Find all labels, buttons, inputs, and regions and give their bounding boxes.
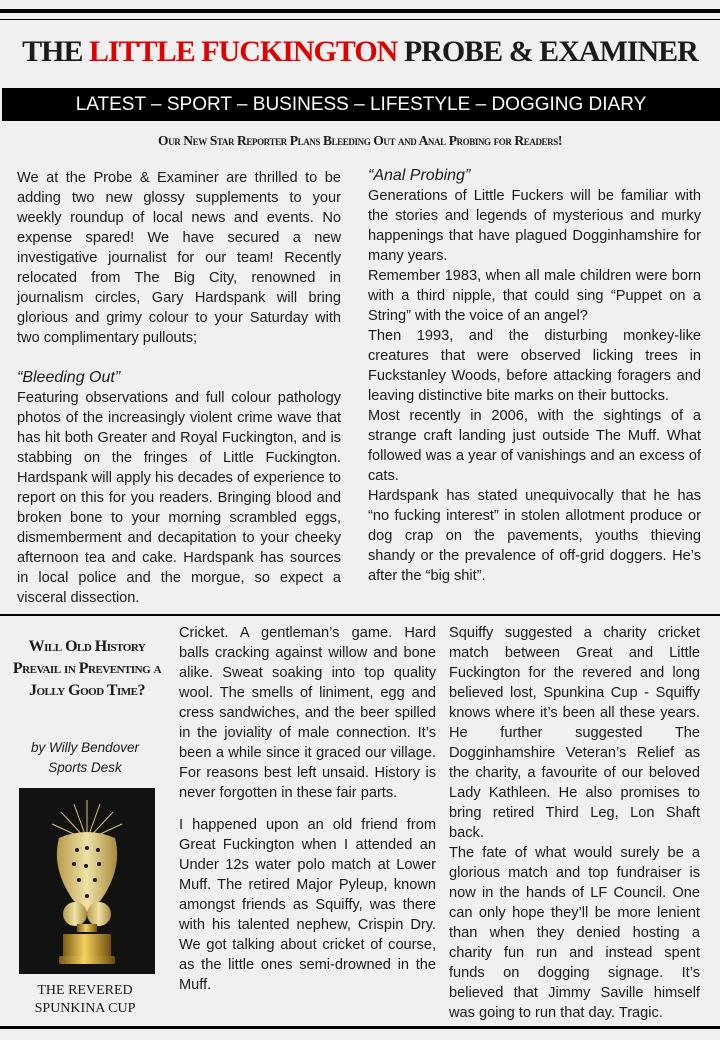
nav-dogging-diary[interactable]: DOGGING DIARY bbox=[491, 94, 647, 115]
bottom-rule bbox=[0, 1026, 720, 1029]
image-caption bbox=[0, 982, 170, 1018]
nav-latest[interactable]: LATEST bbox=[75, 94, 146, 115]
paragraph: Hardspank has stated unequivocally that he has “no fucking interest” in stolen allotment produce or dog crap on the pavements, youths thieving shandy or the prevalence of off-grid doggers. He’s after the “big shit”. bbox=[368, 488, 701, 584]
top-rule-thick bbox=[0, 9, 720, 13]
nav-sep: – bbox=[470, 94, 492, 115]
subheading-anal-probing: “Anal Probing” bbox=[368, 167, 471, 184]
nav-sport[interactable]: SPORT bbox=[166, 94, 232, 115]
lead-headline: Our New Star Reporter Plans Bleeding Out and Anal Probing for Readers! bbox=[158, 133, 562, 148]
paragraph: Generations of Little Fuckers will be familiar with the stories and legends of mysterious and murky happenings that have plagued Dogginhamshire for many years. bbox=[368, 188, 701, 264]
nav-lifestyle[interactable]: LIFESTYLE bbox=[369, 94, 471, 115]
title-paper: PROBE & EXAMINER bbox=[397, 35, 698, 68]
caption-line-1: THE REVERED bbox=[37, 983, 133, 998]
bleeding-out-body: Featuring observations and full colour pathology photos of the increasingly violent crime wave that has hit both Greater and Royal Fuckington, and is stabbing on the fringes of Little Fuckington. Hardspank will apply his decades of experience to report on this for you readers. Bringing blood and broken bone to your morning scrambled eggs, dismemberment and decapitation to your cheeky afternoon tea and cake. Hardspank has sources in local police and the morgue, so expect a visceral dissection. bbox=[17, 390, 341, 606]
masthead-title bbox=[20, 32, 700, 72]
nav-sep: – bbox=[348, 94, 370, 115]
title-the: THE bbox=[22, 35, 89, 68]
paragraph: The fate of what would surely be a glorious match and top fundraiser is now in the hands of LF Council. One can only hope they’ll be more lenient than when they denied hosting a charity fun run and instead spent funds on dogging signage. It’s believed that Jimmy Saville himself was going to run that day. Tragic. bbox=[449, 845, 700, 1021]
spunkina-cup-image bbox=[19, 788, 155, 974]
article2-middle-column bbox=[179, 623, 436, 995]
paragraph: Remember 1983, when all male children were born with a third nipple, that could sing “Puppet on a String” with the voice of an angel? bbox=[368, 268, 701, 324]
caption-line-2: SPUNKINA CUP bbox=[34, 1001, 136, 1016]
section-nav bbox=[2, 88, 720, 121]
nav-business[interactable]: BUSINESS bbox=[252, 94, 349, 115]
paragraph: Then 1993, and the disturbing monkey-like creatures that were observed licking trees in Fuckstanley Woods, before attacking foragers and leaving distinctive bite marks on their buttocks. bbox=[368, 328, 701, 404]
paragraph: Most recently in 2006, with the sightings of a strange craft landing just outside The Muff. What followed was a year of vanishings and an excess of cats. bbox=[368, 408, 701, 484]
title-town: LITTLE FUCKINGTON bbox=[88, 35, 398, 68]
section-divider bbox=[0, 614, 720, 616]
byline-author: by Willy Bendover bbox=[31, 740, 139, 755]
paragraph: Cricket. A gentleman’s game. Hard balls cracking against willow and bone alike. Sweat soaking into top quality wool. The smells of liniment, egg and cress sandwiches, and the beer spilled in the joviality of male connection. It’s been a while since it graced our village. For reasons best left unsaid. History is never forgotten in these fair parts. bbox=[179, 625, 436, 801]
byline bbox=[0, 738, 170, 778]
byline-desk: Sports Desk bbox=[48, 760, 122, 775]
nav-sep: – bbox=[145, 94, 167, 115]
nav-sep: – bbox=[231, 94, 253, 115]
sports-headline: Will Old History Prevail in Preventing a Jolly Good Time? bbox=[12, 638, 162, 699]
article2-right-column bbox=[449, 623, 700, 1023]
trophy-icon bbox=[19, 788, 155, 974]
article1-left-column bbox=[17, 168, 341, 608]
article1-intro: We at the Probe & Examiner are thrilled to be adding two new glossy supplements to your weekly roundup of local news and events. No expense spared! We have secured a new investigative journalist for our team! Recently relocated from The Big City, renowned in journalism circles, Gary Hardspank will bring glorious and grimy colour to your Saturday with two complimentary pullouts; bbox=[17, 170, 341, 346]
top-rule-thin bbox=[0, 19, 720, 20]
paragraph: I happened upon an old friend from Great Fuckington when I attended an Under 12s water polo match at Lower Muff. The retired Major Pyleup, known amongst friends as Squiffy, was there with his talented nephew, Crispin Dry. We got talking about cricket of course, as the little ones semi-drowned in the Muff. bbox=[179, 817, 436, 993]
paragraph: Squiffy suggested a charity cricket match between Great and Little Fuckington for the revered and long believed lost, Spunkina Cup - Squiffy knows where it’s been all these years. He further suggested The Dogginhamshire Veteran’s Relief as the charity, a favourite of our beloved Lady Kathleen. He also promises to bring retired Third Leg, Lon Shaft back. bbox=[449, 625, 700, 841]
article1-right-column bbox=[368, 166, 701, 586]
subheading-bleeding-out: “Bleeding Out” bbox=[17, 369, 121, 386]
